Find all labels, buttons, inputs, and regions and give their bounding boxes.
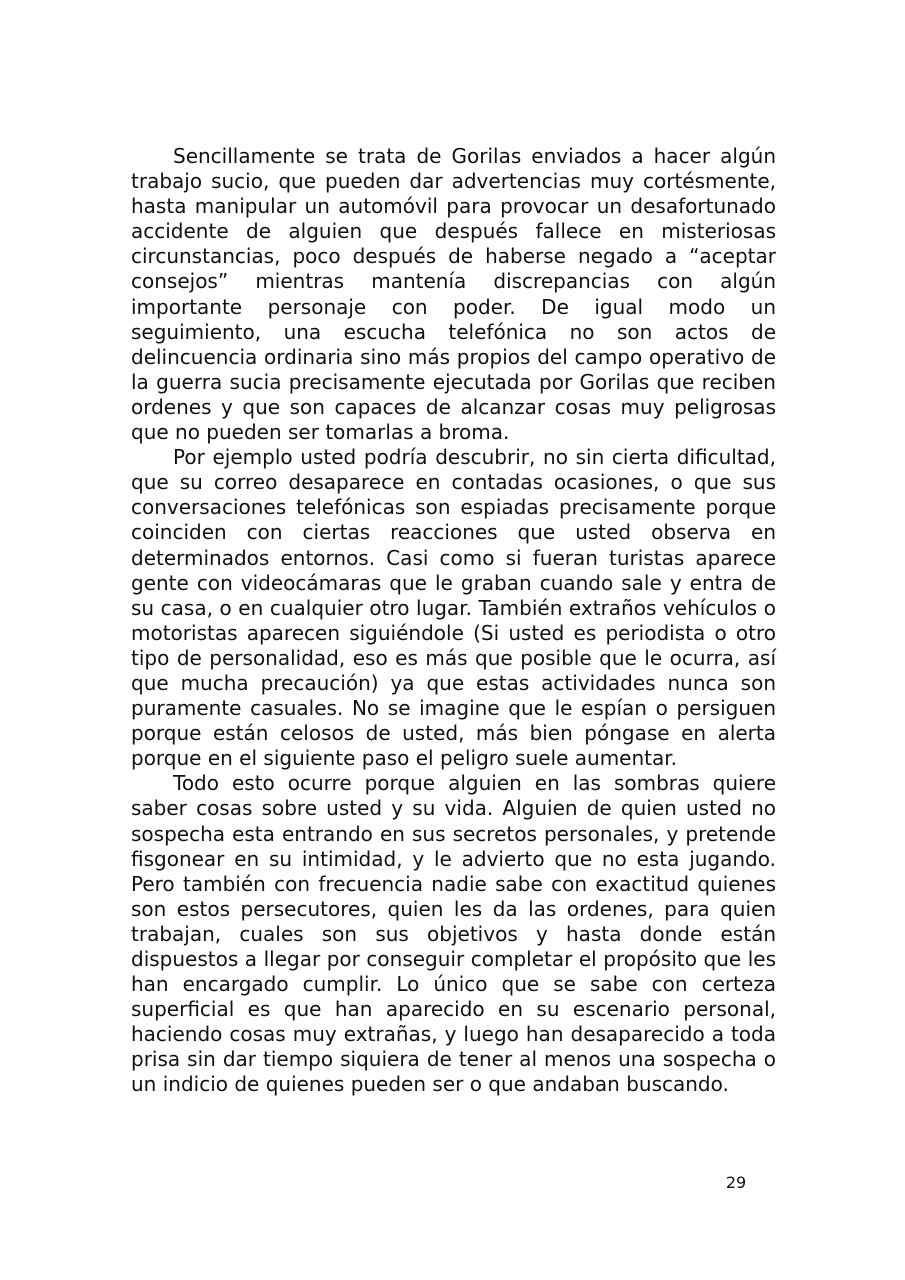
paragraph-1: Sencillamente se trata de Gorilas enviados a hacer algún trabajo sucio, que pueden dar advertencias muy cortésmente, hasta manipular un automóvil para provocar un desafortunado accidente de alguien que después fallece en misteriosas circunstancias, poco después de haberse negado a “aceptar consejos” mientras mantenía discrepancias con algún importante personaje con poder. De igual modo un seguimiento, una escucha telefónica no son actos de delincuencia ordinaria sino más propios del campo operativo de la guerra sucia precisamente ejecutada por Gorilas que reciben ordenes y que son capaces de alcanzar cosas muy peligrosas que no pueden ser tomarlas a broma. bbox=[131, 144, 776, 445]
body-text bbox=[131, 144, 776, 1098]
page-number: 29 bbox=[725, 1173, 747, 1192]
paragraph-2: Por ejemplo usted podría descubrir, no sin cierta dificultad, que su correo desaparece en contadas ocasiones, o que sus conversaciones telefónicas son espiadas precisamente porque coinciden con ciertas reacciones que usted observa en determinados entornos. Casi como si fueran turistas aparece gente con videocámaras que le graban cuando sale y entra de su casa, o en cualquier otro lugar. También extraños vehículos o motoristas aparecen siguiéndole (Si usted es periodista o otro tipo de personalidad, eso es más que posible que le ocurra, así que mucha precaución) ya que estas actividades nunca son puramente casuales. No se imagine que le espían o persiguen porque están celosos de usted, más bien póngase en alerta porque en el siguiente paso el peligro suele aumentar. bbox=[131, 445, 776, 771]
paragraph-3: Todo esto ocurre porque alguien en las sombras quiere saber cosas sobre usted y su vida. Alguien de quien usted no sospecha esta entrando en sus secretos personales, y pretende fisgonear en su intimidad, y le advierto que no esta jugando. Pero también con frecuencia nadie sabe con exactitud quienes son estos persecutores, quien les da las ordenes, para quien trabajan, cuales son sus objetivos y hasta donde están dispuestos a llegar por conseguir completar el propósito que les han encargado cumplir. Lo único que se sabe con certeza superficial es que han aparecido en su escenario personal, haciendo cosas muy extrañas, y luego han desaparecido a toda prisa sin dar tiempo siquiera de tener al menos una sospecha o un indicio de quienes pueden ser o que andaban buscando. bbox=[131, 771, 776, 1097]
